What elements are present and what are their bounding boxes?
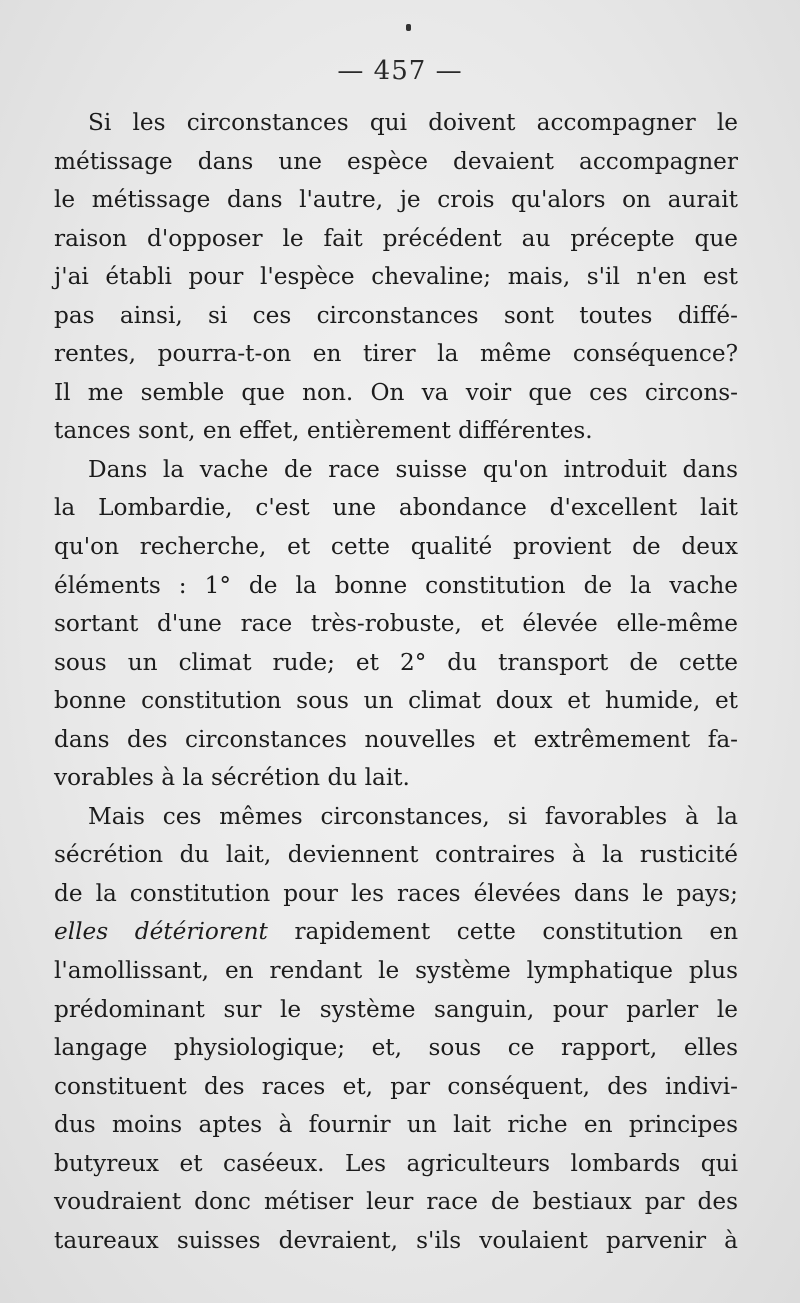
text-line: sous un climat rude; et 2° du transport de cette: [54, 648, 738, 676]
text-line: elles détériorent rapidement cette constitution en: [54, 918, 739, 946]
text-line: voudraient donc métiser leur race de bestiaux par des: [54, 1188, 738, 1216]
text-line: de la constitution pour les races élevées dans le pays;: [54, 879, 738, 907]
text-line: vorables à la sécrétion du lait.: [54, 764, 410, 792]
text-line: qu'on recherche, et cette qualité provient de deux: [54, 533, 738, 561]
text-line: tances sont, en effet, entièrement différentes.: [54, 417, 593, 445]
text-line: taureaux suisses devraient, s'ils voulaient parvenir à: [54, 1226, 738, 1254]
text-line: métissage dans une espèce devaient accompagner: [54, 147, 738, 175]
text-line: butyreux et caséeux. Les agriculteurs lombards qui: [54, 1149, 738, 1177]
emphasis-text: elles détériorent: [54, 918, 268, 946]
paragraph-2: [54, 451, 738, 798]
ink-speck: [406, 24, 411, 31]
text-line: sécrétion du lait, deviennent contraires à la rusticité: [54, 841, 738, 869]
text-line: j'ai établi pour l'espèce chevaline; mais, s'il n'en est: [54, 263, 738, 291]
paragraph-3: [54, 798, 738, 1261]
page-number: — 457 —: [337, 56, 463, 86]
page-body: [54, 104, 738, 1260]
text-line: la Lombardie, c'est une abondance d'excellent lait: [54, 494, 738, 522]
text-line: bonne constitution sous un climat doux et humide, et: [54, 687, 738, 715]
text-line: rentes, pourra-t-on en tirer la même conséquence?: [54, 340, 738, 368]
text-line: Mais ces mêmes circonstances, si favorables à la: [88, 802, 738, 830]
text-line: sortant d'une race très-robuste, et élevée elle-même: [54, 610, 738, 638]
text-line: raison d'opposer le fait précédent au précepte que: [54, 224, 738, 252]
text-line: constituent des races et, par conséquent, des indivi-: [54, 1072, 738, 1100]
text-line: l'amollissant, en rendant le système lymphatique plus: [54, 957, 738, 985]
text-line: prédominant sur le système sanguin, pour parler le: [54, 995, 738, 1023]
text-line: pas ainsi, si ces circonstances sont toutes diffé-: [54, 301, 738, 329]
text-line: langage physiologique; et, sous ce rapport, elles: [54, 1034, 738, 1062]
text-line: dans des circonstances nouvelles et extrêmement fa-: [54, 725, 738, 753]
text-line: Il me semble que non. On va voir que ces circons-: [54, 378, 738, 406]
text-line: Dans la vache de race suisse qu'on introduit dans: [88, 455, 738, 483]
text-line: éléments : 1° de la bonne constitution de la vache: [54, 571, 738, 599]
paragraph-1: [54, 104, 738, 451]
text-line: le métissage dans l'autre, je crois qu'alors on aurait: [54, 186, 738, 214]
text-line: dus moins aptes à fournir un lait riche en principes: [54, 1111, 738, 1139]
text-line: Si les circonstances qui doivent accompagner le: [88, 109, 738, 136]
